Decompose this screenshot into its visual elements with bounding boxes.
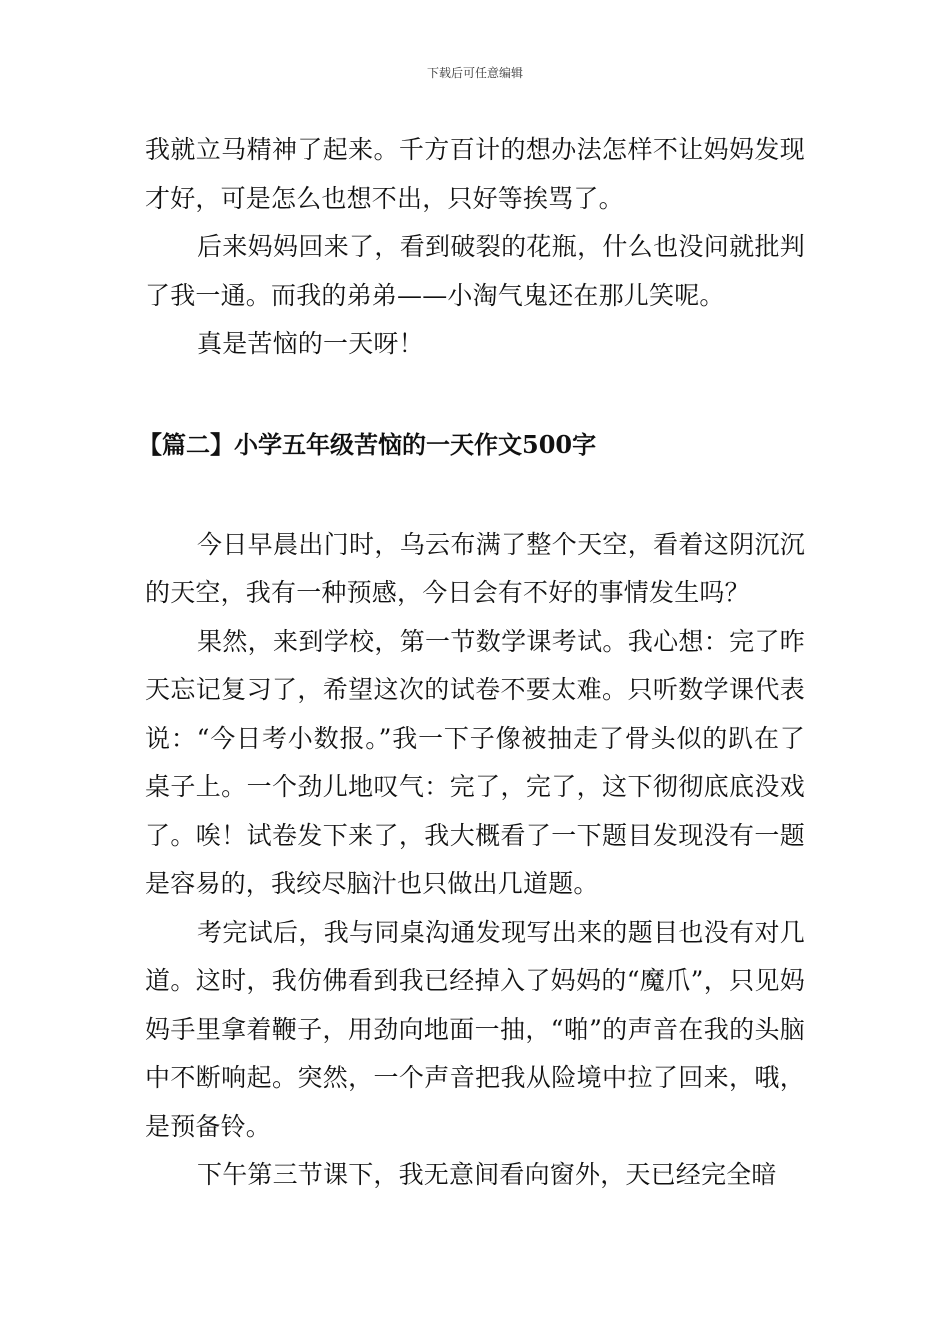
paragraph: 果然，来到学校，第一节数学课考试。我心想：完了昨天忘记复习了，希望这次的试卷不要太难。只听数学课代表说：“今日考小数报。”我一下子像被抽走了骨头似的趴在了桌子上。一个劲儿地叹气：完了，完了，这下彻彻底底没戏了。唉！试卷发下来了，我大概看了一下题目发现没有一题是容易的，我绞尽脑汁也只做出几道题。 [145, 626, 805, 898]
paragraph: 下午第三节课下，我无意间看向窗外，天已经完全暗 [197, 1160, 777, 1189]
paragraph: 今日早晨出门时，乌云布满了整个天空，看着这阴沉沉的天空，我有一种预感，今日会有不好的事情发生吗？ [145, 529, 805, 607]
paragraph: 后来妈妈回来了，看到破裂的花瓶，什么也没问就批判了我一通。而我的弟弟——小淘气鬼还在那儿笑呢。 [145, 232, 805, 310]
paragraph: 考完试后，我与同桌沟通发现写出来的题目也没有对几道。这时，我仿佛看到我已经掉入了妈妈的“魔爪”，只见妈妈手里拿着鞭子，用劲向地面一抽，“啪”的声音在我的头脑中不断响起。突然，一个声音把我从险境中拉了回来，哦，是预备铃。 [145, 917, 805, 1141]
page-header: 下载后可任意编辑 [426, 66, 523, 80]
document-body [138, 126, 805, 1200]
paragraph: 真是苦恼的一天呀！ [197, 329, 424, 358]
paragraph: 我就立马精神了起来。千方百计的想办法怎样不让妈妈发现才好，可是怎么也想不出，只好等挨骂了。 [145, 135, 805, 213]
section-heading: 【篇二】小学五年级苦恼的一天作文500字 [138, 429, 597, 459]
